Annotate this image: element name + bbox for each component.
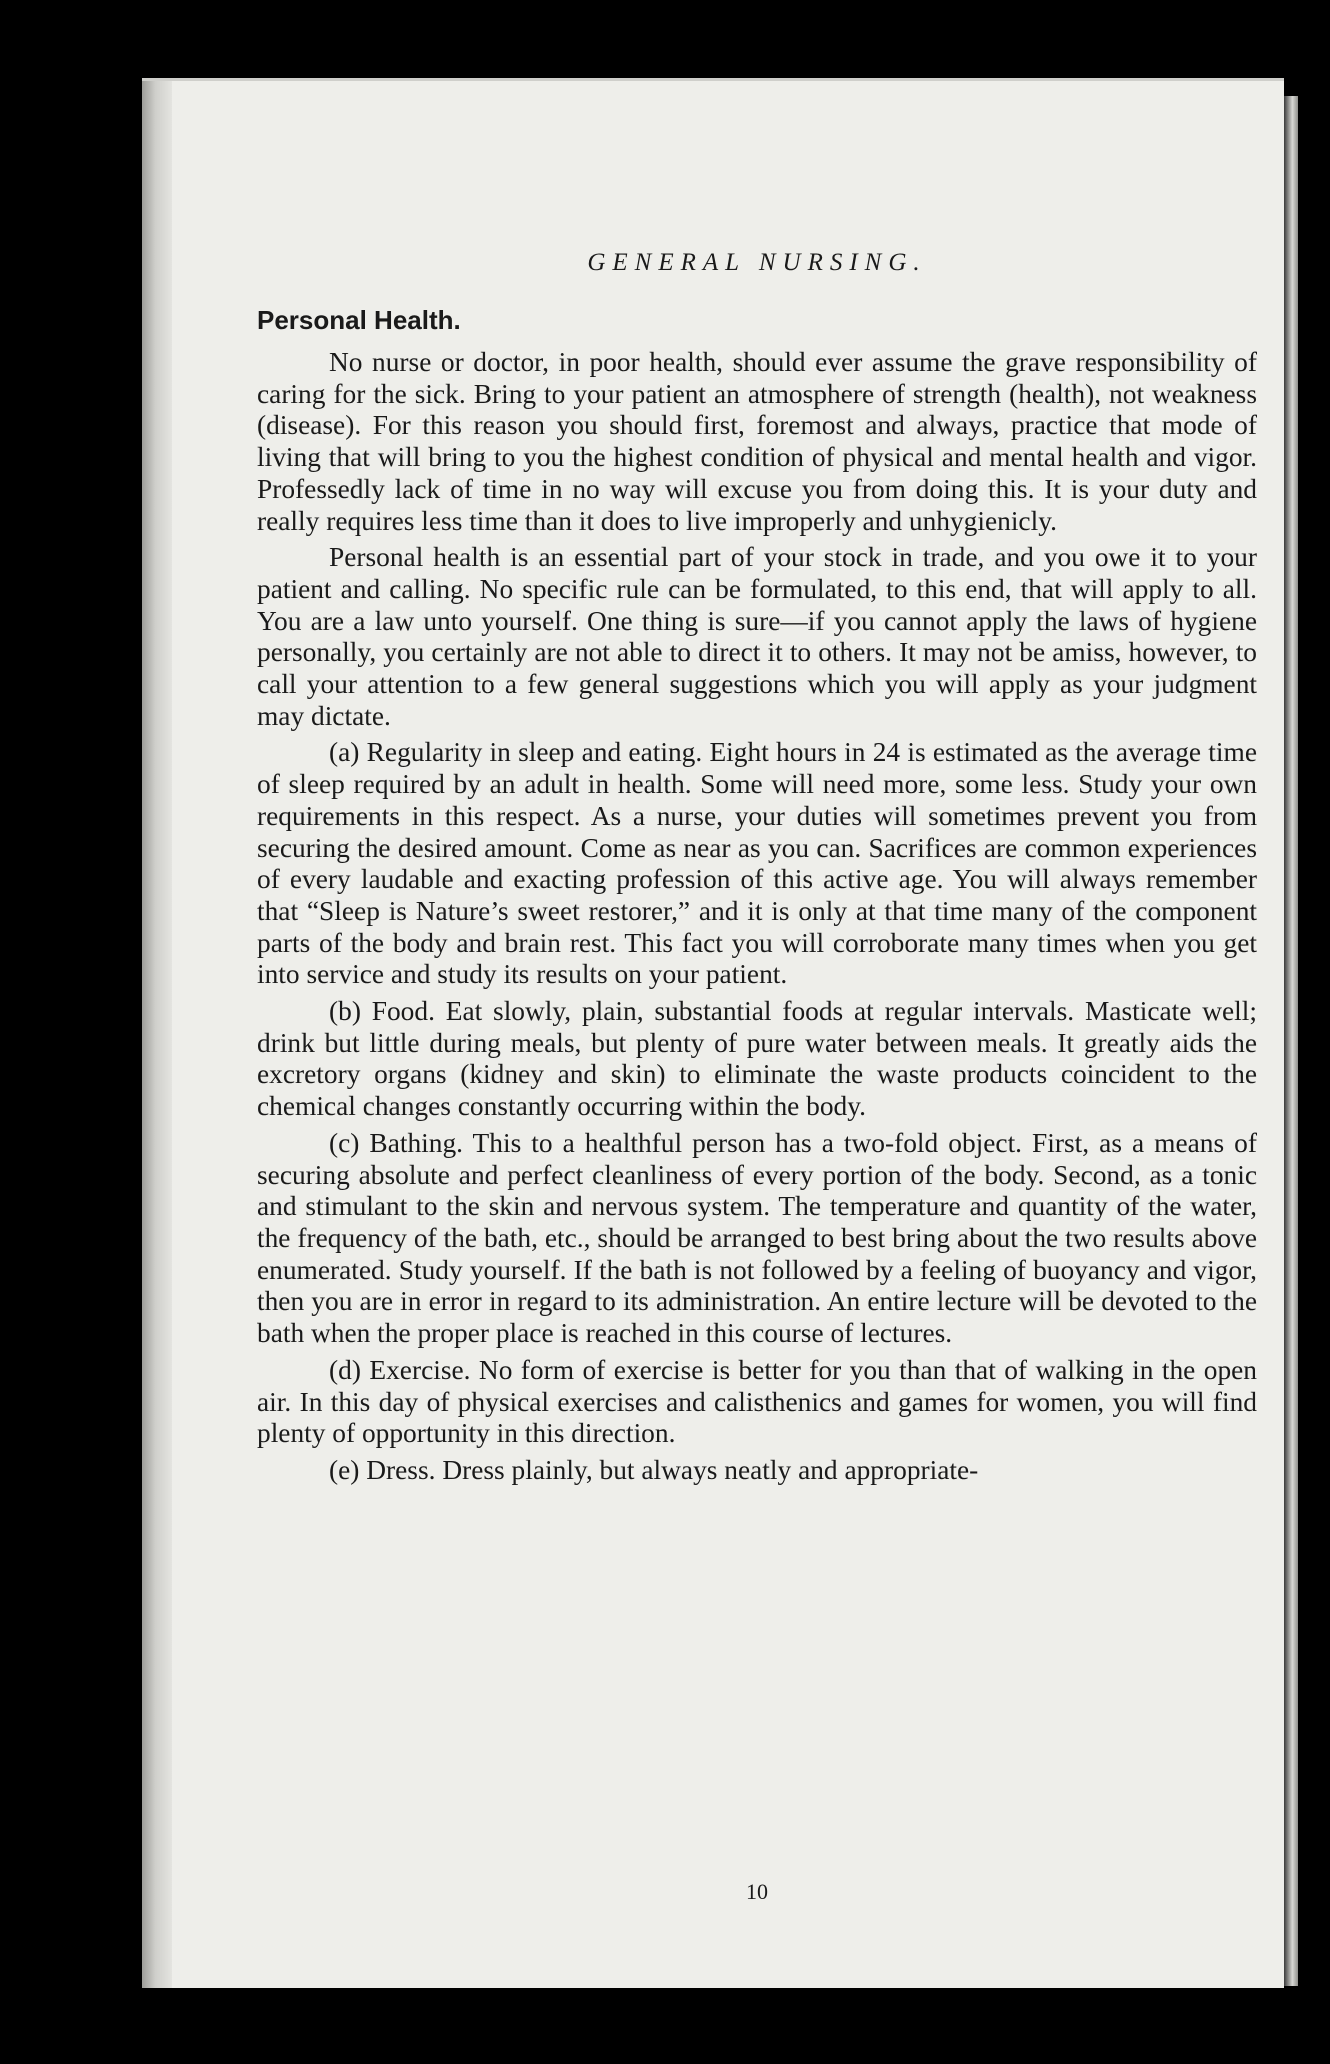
body-text bbox=[257, 347, 1257, 1492]
book-page bbox=[142, 78, 1284, 1988]
page-gutter bbox=[142, 81, 172, 1988]
section-heading: Personal Health. bbox=[257, 305, 461, 335]
paragraph: (a) Regularity in sleep and eating. Eight hours in 24 is estimated as the average time of sleep required by an adult in health. Some will need more, some less. Study your own requirements in this respect. As a nurse, your duties will sometimes prevent you from securing the desired amount. Come as near as you can. Sacrifices are common experiences of every laudable and exacting profession of this active age. You will always remember that “Sleep is Nature’s sweet restorer,” and it is only at that time many of the component parts of the body and brain rest. This fact you will corroborate many times when you get into service and study its results on your patient. bbox=[257, 737, 1257, 990]
next-page-edge bbox=[1284, 96, 1298, 1986]
paragraph: (b) Food. Eat slowly, plain, substantial foods at regular intervals. Masticate well; drink but little during meals, but plenty of pure water between meals. It greatly aids the excretory organs (kidney and skin) to eliminate the waste products coincident to the chemical changes constantly occurring within the body. bbox=[257, 996, 1257, 1122]
paragraph: (e) Dress. Dress plainly, but always neatly and appropriate- bbox=[329, 1454, 979, 1485]
running-head: GENERAL NURSING. bbox=[587, 249, 927, 276]
paragraph: No nurse or doctor, in poor health, should ever assume the grave responsibility of caring for the sick. Bring to your patient an atmosphere of strength (health), not weakness (disease). For this reason you should first, foremost and always, practice that mode of living that will bring to you the highest condition of physical and mental health and vigor. Professedly lack of time in no way will excuse you from doing this. It is your duty and really requires less time than it does to live improperly and unhygienicly. bbox=[257, 347, 1257, 536]
page-number: 10 bbox=[746, 1879, 768, 1904]
paragraph: Personal health is an essential part of your stock in trade, and you owe it to your patient and calling. No specific rule can be formulated, to this end, that will apply to all. You are a law unto yourself. One thing is sure—if you cannot apply the laws of hygiene personally, you certainly are not able to direct it to others. It may not be amiss, however, to call your attention to a few general suggestions which you will apply as your judgment may dictate. bbox=[257, 542, 1257, 731]
paragraph: (d) Exercise. No form of exercise is better for you than that of walking in the open air. In this day of physical exercises and calisthenics and games for women, you will find plenty of opportunity in this direction. bbox=[257, 1354, 1257, 1449]
paragraph: (c) Bathing. This to a healthful person has a two-fold object. First, as a means of securing absolute and perfect cleanliness of every portion of the body. Second, as a tonic and stimulant to the skin and nervous system. The temperature and quantity of the water, the frequency of the bath, etc., should be arranged to best bring about the two results above enumerated. Study yourself. If the bath is not followed by a feeling of buoyancy and vigor, then you are in error in regard to its administration. An entire lecture will be devoted to the bath when the proper place is reached in this course of lectures. bbox=[257, 1127, 1257, 1349]
